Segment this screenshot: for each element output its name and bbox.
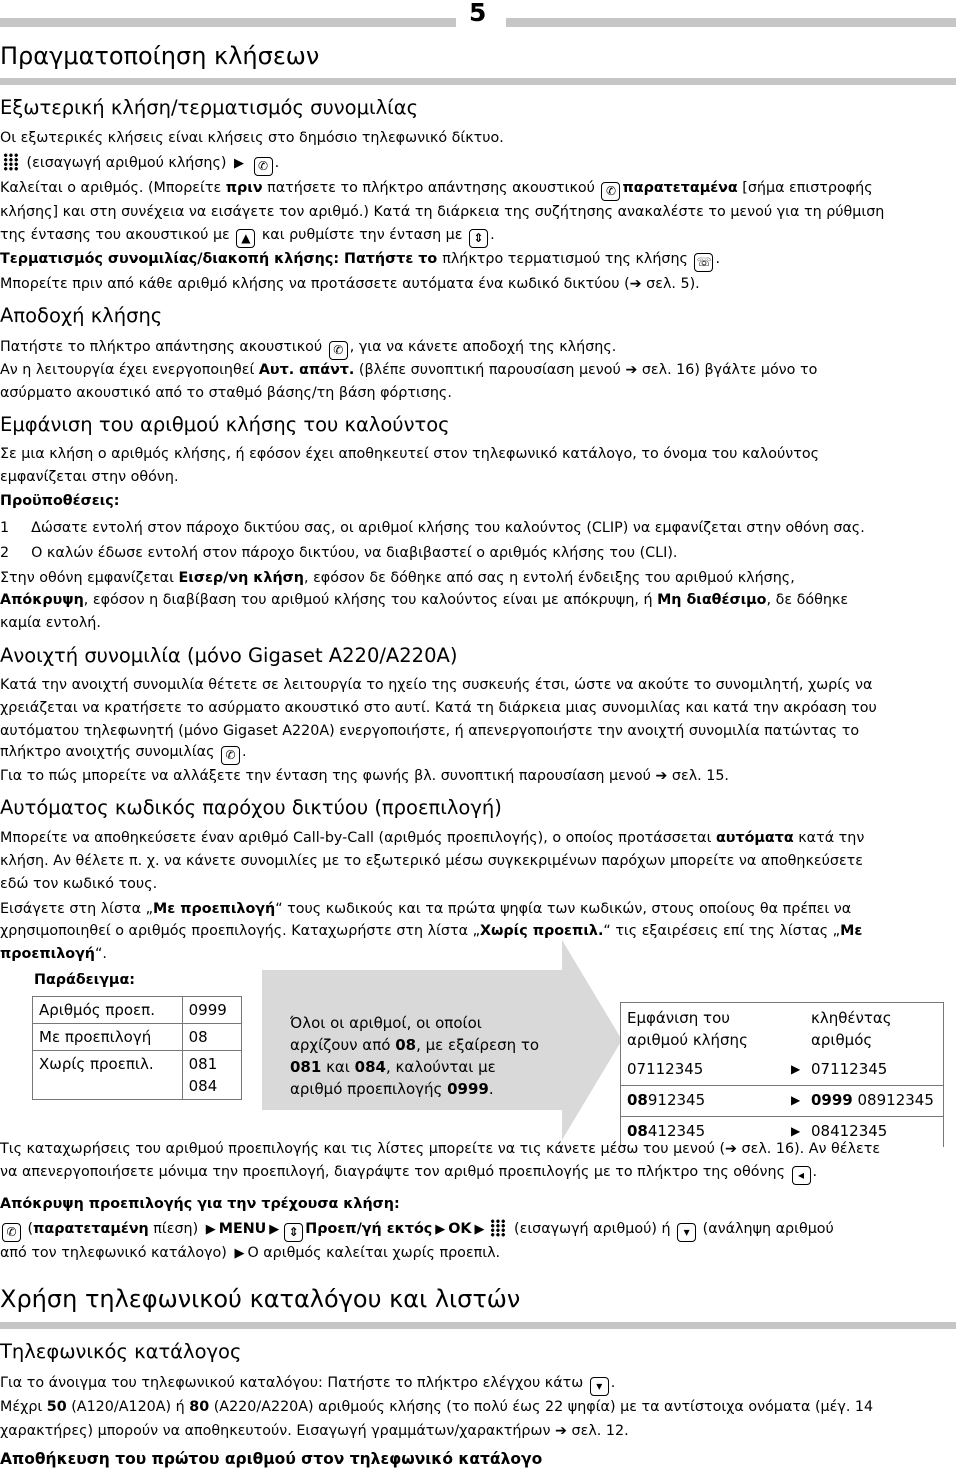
text-line: χαρακτήρες) μπορούν να αποθηκευτούν. Εισαγωγή γραμμάτων/χαρακτήρων ➔ σελ. 12.: [0, 1423, 629, 1439]
table-row: 08412345 ▶ 08412345: [620, 1117, 944, 1147]
result-table-header: Εμφάνιση του αριθμού κλήσης κληθέντας αριθμός: [620, 1002, 944, 1056]
arrow-right-icon: ▶: [791, 1093, 801, 1107]
example-label: Παράδειγμα:: [34, 972, 135, 988]
text-line: Απόκρυψη, εφόσον η διαβίβαση του αριθμού κλήσης του καλούντος είναι με απόκρυψη, ή Μη διαθέσιμο, δε δόθηκε: [0, 592, 849, 608]
text-line: Αν η λειτουργία έχει ενεργοποιηθεί Αυτ. απάντ. (βλέπε συνοπτική παρουσίαση μενού ➔ σελ. 16) βγάλτε μόνο το: [0, 362, 818, 378]
phonebook-key-icon: ▾: [677, 1223, 696, 1242]
end-call-key-icon: ☏: [694, 253, 713, 272]
table-row: [33, 997, 242, 1024]
table-row: [33, 1051, 242, 1100]
text-line: εδώ τον κωδικό τους.: [0, 876, 158, 892]
keypad-icon: [3, 153, 19, 171]
text-line: Μέχρι 50 (A120/A120A) ή 80 (A220/A220A) αριθμούς κλήσης (το πολύ έως 22 ψηφία) με τα αντίστοιχα ονόματα (μέγ. 14: [0, 1399, 874, 1415]
text-line: προεπιλογή“.: [0, 946, 107, 962]
text-line: Κατά την ανοιχτή συνομιλία θέτετε σε λειτουργία το ηχείο της συσκευής έτσι, ώστε να ακούτε το συνομιλητή, χωρίς να: [0, 677, 873, 693]
text-line: Στην οθόνη εμφανίζεται Εισερ/νη κλήση, εφόσον δε δόθηκε από σας η εντολή ένδειξης του αριθμού κλήσης,: [0, 570, 795, 586]
list-item: 1 Δώσατε εντολή στον πάροχο δικτύου σας, οι αριθμοί κλήσης του καλούντος (CLIP) να εμφανίζεται στην οθόνη σας.: [0, 520, 865, 536]
arrow-right-icon: ▶: [791, 1124, 801, 1138]
talk-key-icon: ✆: [254, 157, 273, 176]
text-line: από τον τηλεφωνικό κατάλογο) ▶ Ο αριθμός καλείται χωρίς προεπιλ.: [0, 1245, 501, 1261]
text-line: Οι εξωτερικές κλήσεις είναι κλήσεις στο δημόσιο τηλεφωνικό δίκτυο.: [0, 130, 504, 146]
text-line: Τερματισμός συνομιλίας/διακοπή κλήσης: Πατήστε το πλήκτρο τερματισμού της κλήσης ☏ .: [0, 248, 720, 272]
arrow-right-icon: ▶: [234, 1246, 245, 1261]
text-line: Για το άνοιγμα του τηλεφωνικού καταλόγου: Πατήστε το πλήκτρο ελέγχου κάτω ▾ .: [0, 1372, 615, 1396]
text-line: κλήση. Αν θέλετε π. χ. να κάνετε συνομιλίες με το εξωτερικό μέσω συγκεκριμένων παρόχων μπορείτε να αποθηκεύσετε: [0, 853, 864, 869]
arrow-right-icon: ▶: [269, 1222, 280, 1237]
table-cell: 08: [182, 1024, 241, 1051]
arrow-right-icon: ▶: [474, 1222, 485, 1237]
header-rule-right: [506, 18, 956, 27]
text-line: καμία εντολή.: [0, 615, 101, 631]
text-line: κλήσης] και στη συνέχεια να εισάγετε τον αριθμό.) Κατά τη διάρκεια της συζήτησης ανακαλέστε το μενού για τη ρύθμιση: [0, 204, 885, 220]
store-first-number-heading: Αποθήκευση του πρώτου αριθμού στον τηλεφωνικό κατάλογο: [0, 1450, 543, 1468]
example-note: Όλοι οι αριθμοί, οι οποίοι αρχίζουν από 08, με εξαίρεση το 081 και 084, καλούνται με αριθμό προεπιλογής 0999.: [290, 1014, 540, 1098]
prefix-table: [32, 996, 242, 1100]
header-rule-left: [0, 18, 456, 27]
text-line: εμφανίζεται στην οθόνη.: [0, 469, 179, 485]
text-line: της έντασης του ακουστικού με ▲ και ρυθμίστε την ένταση με ⇕ .: [0, 224, 495, 248]
table-cell: Με προεπιλογή: [33, 1024, 183, 1051]
table-row: [33, 1024, 242, 1051]
table-row: 08912345 ▶ 0999 08912345: [620, 1086, 944, 1117]
text-line: (εισαγωγή αριθμού κλήσης) ▶ ✆ .: [0, 152, 279, 176]
text-line: Σε μια κλήση ο αριθμός κλήσης, ή εφόσον έχει αποθηκευτεί στον τηλεφωνικό κατάλογο, το όνομα του καλούντος: [0, 446, 820, 462]
table-cell: Χωρίς προεπιλ.: [33, 1051, 183, 1100]
talk-key-icon: ✆: [329, 341, 348, 360]
text-line: ✆ (παρατεταμένη πίεση) ▶ MENU ▶ ⇕ Προεπ/γή εκτός ▶ OK ▶ (εισαγωγή αριθμού) ή ▾ (ανάληψη αριθμού: [0, 1218, 834, 1242]
prefix-heading: Αυτόματος κωδικός παρόχου δικτύου (προεπιλογή): [0, 796, 502, 819]
text-line: να απενεργοποιήσετε μόνιμα την προεπιλογή, διαγράψτε τον αριθμό προεπιλογής με το πλήκτρο της οθόνης ◂ .: [0, 1161, 817, 1185]
table-row: 07112345 ▶ 07112345: [620, 1055, 944, 1086]
text-line: πλήκτρο ανοιχτής συνομιλίας ✆ .: [0, 741, 247, 765]
title-rule: [0, 78, 956, 85]
arrow-right-icon: ▶: [234, 156, 245, 171]
caller-id-heading: Εμφάνιση του αριθμού κλήσης του καλούντος: [0, 413, 450, 436]
text-line: Πατήστε το πλήκτρο απάντησης ακουστικού ✆ , για να κάνετε αποδοχή της κλήσης.: [0, 336, 616, 360]
external-call-heading: Εξωτερική κλήση/τερματισμός συνομιλίας: [0, 96, 419, 119]
text-line: Καλείται ο αριθμός. (Μπορείτε πριν πατήσετε το πλήκτρο απάντησης ακουστικού ✆ παρατεταμένα [σήμα επιστροφής: [0, 177, 873, 201]
hide-prefix-heading: Απόκρυψη προεπιλογής για την τρέχουσα κλήση:: [0, 1196, 400, 1212]
arrow-right-icon: ▶: [791, 1062, 801, 1076]
text-line: χρησιμοποιηθεί ο αριθμός προεπιλογής. Καταχωρήστε στη λίστα „Χωρίς προεπιλ.“ τις εξαιρέσεις επί της λίστας „Με: [0, 923, 863, 939]
text-line: ασύρματο ακουστικό από το σταθμό βάσης/τη βάση φόρτισης.: [0, 385, 452, 401]
section-rule: [0, 1322, 956, 1329]
text-line: Μπορείτε να αποθηκεύσετε έναν αριθμό Call-by-Call (αριθμός προεπιλογής), ο οποίος προτάσσεται αυτόματα κατά την: [0, 830, 865, 846]
page-title: Πραγματοποίηση κλήσεων: [0, 42, 320, 70]
prerequisites-label: Προϋποθέσεις:: [0, 493, 120, 509]
keypad-icon: [490, 1219, 506, 1237]
phonebook-key-icon: ▾: [590, 1377, 609, 1396]
text-line: αυτόματου τηλεφωνητή (μόνο Gigaset A220A) ενεργοποιήστε, ή απενεργοποιήστε την ανοιχτή συνομιλία πατώντας το: [0, 723, 860, 739]
arrow-right-icon: ▶: [435, 1222, 446, 1237]
text-line: χρειάζεται να κρατήσετε το ασύρματο ακουστικό στο αυτί. Κατά τη διάρκεια μιας συνομιλίας και κατά την ακρόαση του: [0, 700, 877, 716]
talk-key-icon: ✆: [2, 1223, 21, 1242]
control-key-updown-icon: ⇕: [284, 1223, 303, 1242]
accept-call-heading: Αποδοχή κλήσης: [0, 304, 163, 327]
speaker-heading: Ανοιχτή συνομιλία (μόνο Gigaset A220/A220A): [0, 644, 458, 667]
table-cell: 0999: [182, 997, 241, 1024]
table-cell: 081 084: [182, 1051, 241, 1100]
text-line: Τις καταχωρήσεις του αριθμού προεπιλογής και τις λίστες μπορείτε να τις κάνετε μέσω του μενού (➔ σελ. 16). Αν θέλετε: [0, 1141, 881, 1157]
handsfree-key-icon: ✆: [221, 746, 240, 765]
section-title: Χρήση τηλεφωνικού καταλόγου και λιστών: [0, 1285, 521, 1313]
control-key-up-icon: ▲: [236, 229, 255, 248]
text-line: Εισάγετε στη λίστα „Με προεπιλογή“ τους κωδικούς και τα πρώτα ψηφία των κωδικών, στους οποίους θα πρέπει να: [0, 901, 852, 917]
table-cell: Αριθμός προεπ.: [33, 997, 183, 1024]
arrow-right-icon: ▶: [205, 1222, 216, 1237]
control-key-updown-icon: ⇕: [469, 229, 488, 248]
text-line: Για το πώς μπορείτε να αλλάξετε την ένταση της φωνής βλ. συνοπτική παρουσίαση μενού ➔ σελ. 15.: [0, 768, 729, 784]
page-number: 5: [469, 0, 487, 27]
talk-key-icon: ✆: [601, 182, 620, 201]
list-item: 2 Ο καλών έδωσε εντολή στον πάροχο δικτύου, να διαβιβαστεί ο αριθμός κλήσης του (CLI).: [0, 545, 678, 561]
phonebook-heading: Τηλεφωνικός κατάλογος: [0, 1340, 242, 1363]
delete-key-icon: ◂: [792, 1166, 811, 1185]
text-line: Μπορείτε πριν από κάθε αριθμό κλήσης να προτάσσετε αυτόματα ένα κωδικό δικτύου (➔ σελ. 5).: [0, 276, 700, 292]
